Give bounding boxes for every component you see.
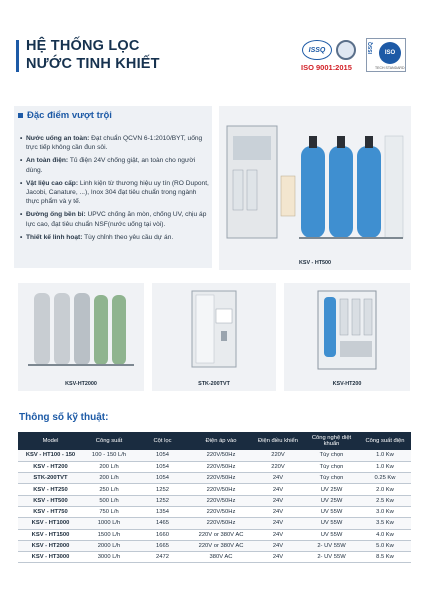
issq-vertical-label: ISSQ xyxy=(368,42,374,54)
product-photo-ht2000 xyxy=(18,283,144,391)
page-title-line2: NƯỚC TINH KHIẾT xyxy=(26,56,160,72)
ht200-caption: KSV-HT200 xyxy=(332,381,362,387)
certification-seal-icon xyxy=(336,40,356,60)
feature-item: • Nước uống an toàn: Đạt chuẩn QCVN 6-1:2010/BYT, uống trực tiếp không cần đun sôi. xyxy=(20,134,210,152)
feature-item: • Vật liệu cao cấp: Linh kiện từ thương hiệu uy tín (RO Dupont, Jacobi, Canature, ...), Inox 304 đạt tiêu chuẩn trong ngành thực phẩm và y tế. xyxy=(20,179,210,207)
product-photo-main xyxy=(219,106,411,270)
iso-disc-icon: ISO xyxy=(379,42,401,64)
column-header: Công nghệ diệt khuẩn xyxy=(304,432,359,450)
ht200-illustration xyxy=(284,283,410,375)
issq-iso-badge xyxy=(366,38,406,72)
table-row: KSV - HT200 200 L/h 1054 220V/50Hz 220V Tùy chọn 1.0 Kw xyxy=(18,461,411,472)
ht2000-illustration xyxy=(18,283,144,375)
column-header: Điện điều khiển xyxy=(252,432,304,450)
title-accent-bar xyxy=(16,40,19,72)
features-title: Đặc điểm vượt trội xyxy=(27,110,112,121)
feature-item: • Thiết kế linh hoạt: Tùy chỉnh theo yêu cầu dự án. xyxy=(20,233,210,242)
feature-item: • Đường ống bền bỉ: UPVC chống ăn mòn, chống UV, chịu áp lực cao, đạt tiêu chuẩn NSF(nước uống tại vòi). xyxy=(20,210,210,228)
column-header: Công suất xyxy=(83,432,135,450)
column-header: Công suất điện xyxy=(359,432,411,450)
product-photo-stk200tvt xyxy=(152,283,276,391)
table-row: KSV - HT100 - 150 100 - 150 L/h 1054 220V/50Hz 220V Tùy chọn 1.0 Kw xyxy=(18,450,411,461)
ht2000-caption: KSV-HT2000 xyxy=(65,381,97,387)
badge-caption: TECH STANDARD xyxy=(375,66,405,70)
filter-system-illustration xyxy=(219,106,411,256)
section-square-icon xyxy=(18,113,23,118)
column-header: Model xyxy=(18,432,83,450)
stk200tvt-illustration xyxy=(152,283,276,375)
specs-table xyxy=(18,432,411,563)
specs-title: Thông số kỹ thuật: xyxy=(19,412,109,423)
column-header: Điện áp vào xyxy=(190,432,252,450)
isq-logo: ISSQ xyxy=(302,40,332,60)
table-row: STK-200TVT 200 L/h 1054 220V/50Hz 24V Tùy chọn 0.25 Kw xyxy=(18,473,411,484)
features-header xyxy=(18,110,112,121)
table-row: KSV - HT1500 1500 L/h 1660 220V or 380V AC 24V UV 55W 4.0 Kw xyxy=(18,529,411,540)
page-title-line1: HỆ THỐNG LỌC xyxy=(26,38,140,54)
table-row: KSV - HT1000 1000 L/h 1465 220V/50Hz 24V UV 55W 3.5 Kw xyxy=(18,518,411,529)
features-list xyxy=(20,134,210,246)
table-row: KSV - HT2000 2000 L/h 1665 220V or 380V AC 24V 2- UV 55W 5.0 Kw xyxy=(18,540,411,551)
product-photo-ht200 xyxy=(284,283,410,391)
column-header: Cột lọc xyxy=(135,432,190,450)
features-panel xyxy=(14,106,212,268)
specs-header-row xyxy=(18,432,411,450)
stk200tvt-caption: STK-200TVT xyxy=(198,381,230,387)
table-row: KSV - HT3000 3000 L/h 2472 380V AC 24V 2- UV 55W 8.5 Kw xyxy=(18,552,411,563)
feature-item: • An toàn điện: Tủ điện 24V chống giật, an toàn cho người dùng. xyxy=(20,156,210,174)
iso-certification-label: ISO 9001:2015 xyxy=(301,63,352,72)
table-row: KSV - HT750 750 L/h 1354 220V/50Hz 24V UV 55W 3.0 Kw xyxy=(18,506,411,517)
main-photo-caption: KSV - HT500 xyxy=(298,260,332,266)
table-row: KSV - HT500 500 L/h 1252 220V/50Hz 24V UV 25W 2.5 Kw xyxy=(18,495,411,506)
table-row: KSV - HT250 250 L/h 1252 220V/50Hz 24V UV 25W 2.0 Kw xyxy=(18,484,411,495)
